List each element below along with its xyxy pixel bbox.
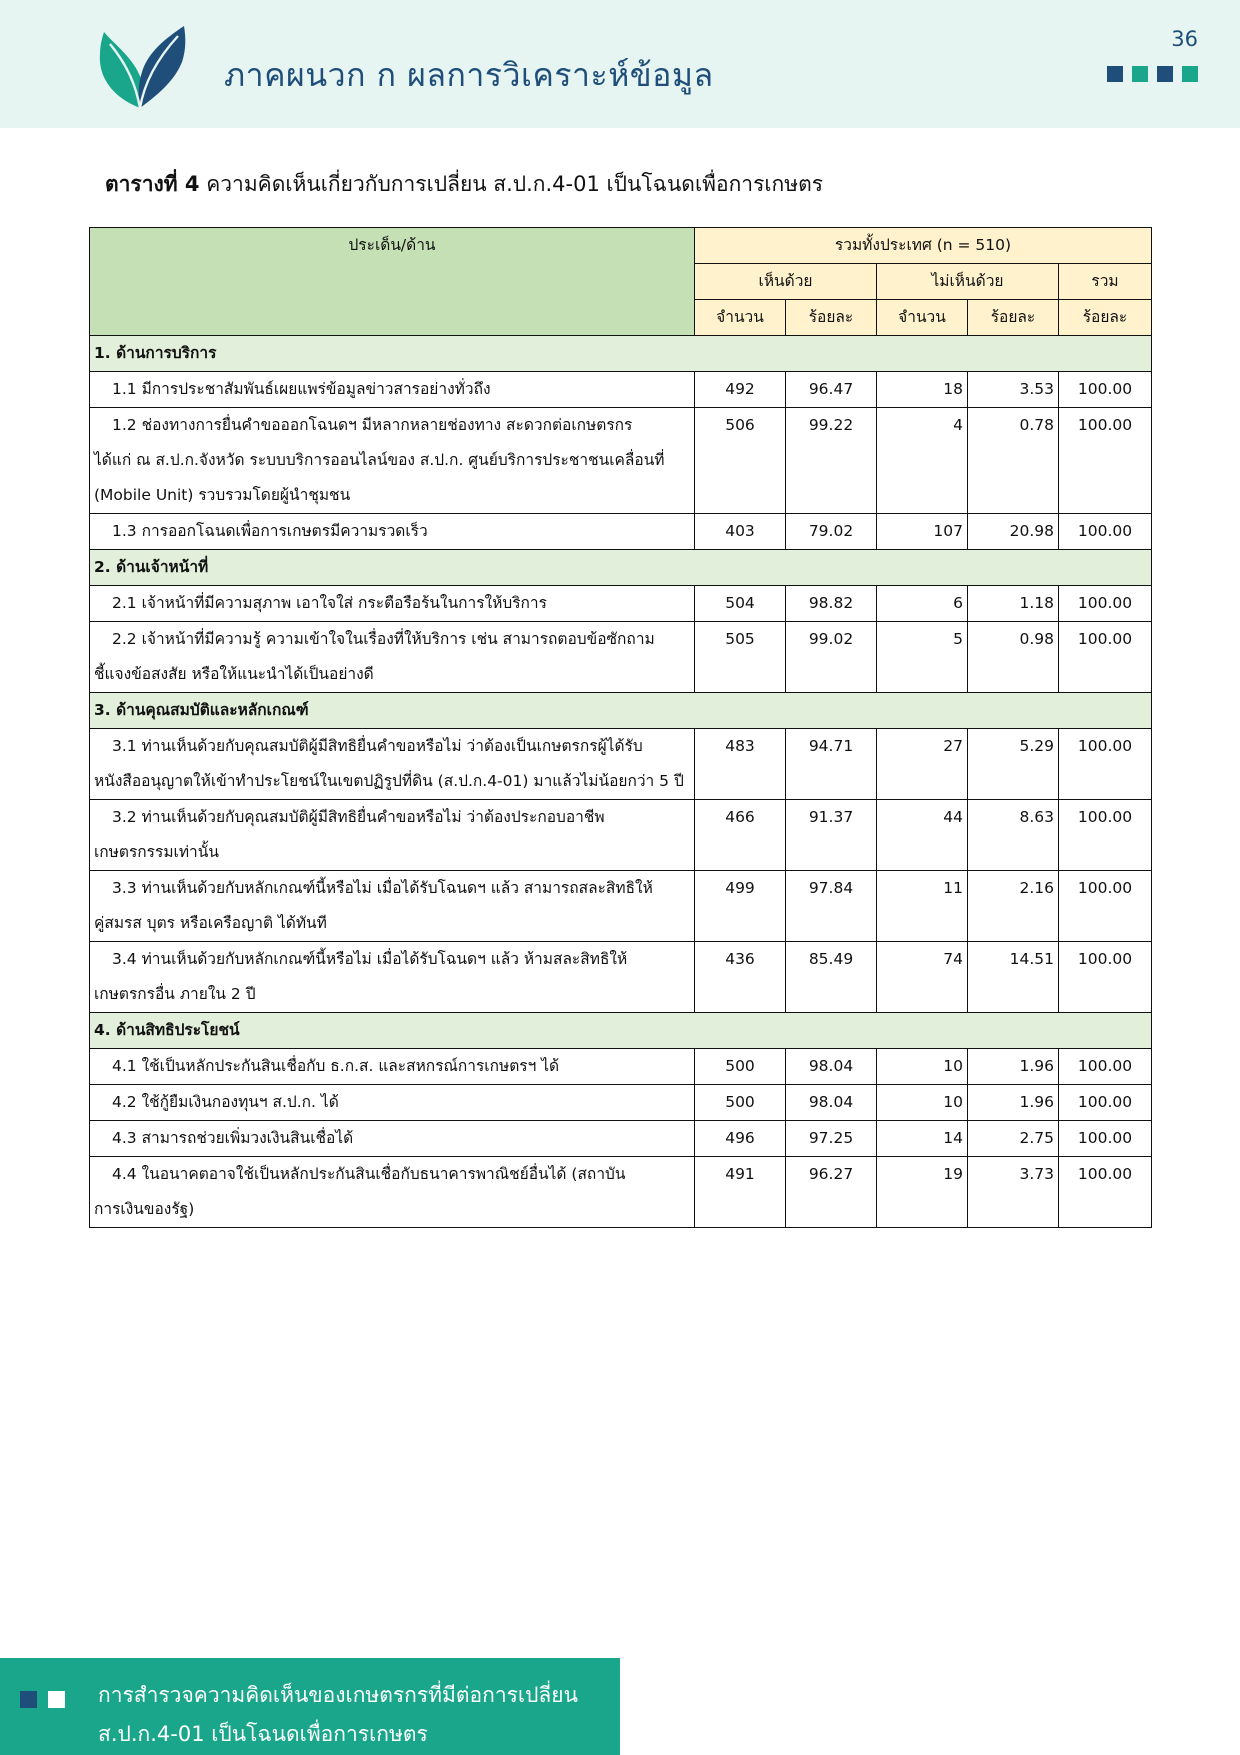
table-row bbox=[90, 1121, 1152, 1157]
table-caption-text: ความคิดเห็นเกี่ยวกับการเปลี่ยน ส.ป.ก.4-01 เป็นโฉนดเพื่อการเกษตร bbox=[199, 172, 824, 196]
category-label: 3. ด้านคุณสมบัติและหลักเกณฑ์ bbox=[90, 693, 1152, 729]
footer-line-2: ส.ป.ก.4-01 เป็นโฉนดเพื่อการเกษตร bbox=[98, 1722, 428, 1746]
disagree-count: 44 bbox=[877, 800, 968, 871]
category-label: 4. ด้านสิทธิประโยชน์ bbox=[90, 1013, 1152, 1049]
agree-count: 499 bbox=[695, 871, 786, 942]
table-row bbox=[90, 1157, 1152, 1228]
disagree-percent: 1.96 bbox=[968, 1049, 1059, 1085]
agree-count: 504 bbox=[695, 586, 786, 622]
disagree-header: ไม่เห็นด้วย bbox=[877, 264, 1059, 300]
category-row bbox=[90, 1013, 1152, 1049]
square-icon bbox=[48, 1691, 65, 1708]
agree-count: 436 bbox=[695, 942, 786, 1013]
row-label: 3.4 ท่านเห็นด้วยกับหลักเกณฑ์นี้หรือไม่ เมื่อได้รับโฉนดฯ แล้ว ห้ามสละสิทธิให้ เกษตรกรอื่น ภายใน 2 ปี bbox=[90, 942, 695, 1013]
total-header: รวม bbox=[1059, 264, 1152, 300]
total-percent-header: ร้อยละ bbox=[1059, 300, 1152, 336]
disagree-count: 10 bbox=[877, 1085, 968, 1121]
category-label: 1. ด้านการบริการ bbox=[90, 336, 1152, 372]
disagree-percent: 3.73 bbox=[968, 1157, 1059, 1228]
page-number: 36 bbox=[1171, 27, 1198, 51]
agree-count: 403 bbox=[695, 514, 786, 550]
disagree-percent: 0.78 bbox=[968, 408, 1059, 514]
square-icon bbox=[1107, 66, 1123, 82]
agree-percent-header: ร้อยละ bbox=[786, 300, 877, 336]
row-label: 4.4 ในอนาคตอาจใช้เป็นหลักประกันสินเชื่อกับธนาคารพาณิชย์อื่นได้ (สถาบัน การเงินของรัฐ) bbox=[90, 1157, 695, 1228]
total-percent: 100.00 bbox=[1059, 942, 1152, 1013]
agree-count: 466 bbox=[695, 800, 786, 871]
total-percent: 100.00 bbox=[1059, 408, 1152, 514]
disagree-count: 4 bbox=[877, 408, 968, 514]
square-icon bbox=[1132, 66, 1148, 82]
table-row bbox=[90, 372, 1152, 408]
row-label: 3.1 ท่านเห็นด้วยกับคุณสมบัติผู้มีสิทธิยื่นคำขอหรือไม่ ว่าต้องเป็นเกษตรกรผู้ได้รับ หนังสืออนุญาตให้เข้าทำประโยชน์ในเขตปฏิรูปที่ดิน (ส.ป.ก.4-01) มาแล้วไม่น้อยกว่า 5 ปี bbox=[90, 729, 695, 800]
topic-header: ประเด็น/ด้าน bbox=[90, 228, 695, 336]
disagree-percent: 20.98 bbox=[968, 514, 1059, 550]
disagree-percent: 8.63 bbox=[968, 800, 1059, 871]
category-row bbox=[90, 693, 1152, 729]
total-percent: 100.00 bbox=[1059, 1085, 1152, 1121]
agree-count: 496 bbox=[695, 1121, 786, 1157]
agree-count: 505 bbox=[695, 622, 786, 693]
square-icon bbox=[20, 1691, 37, 1708]
row-label: 1.2 ช่องทางการยื่นคำขอออกโฉนดฯ มีหลากหลายช่องทาง สะดวกต่อเกษตรกร ได้แก่ ณ ส.ป.ก.จังหวัด ระบบบริการออนไลน์ของ ส.ป.ก. ศูนย์บริการประชาชนเคลื่อนที่ (Mobile Unit) รวบรวมโดยผู้นำชุมชน bbox=[90, 408, 695, 514]
agree-header: เห็นด้วย bbox=[695, 264, 877, 300]
row-label: 3.3 ท่านเห็นด้วยกับหลักเกณฑ์นี้หรือไม่ เมื่อได้รับโฉนดฯ แล้ว สามารถสละสิทธิให้ คู่สมรส บุตร หรือเครือญาติ ได้ทันที bbox=[90, 871, 695, 942]
table-row bbox=[90, 800, 1152, 871]
total-percent: 100.00 bbox=[1059, 871, 1152, 942]
row-label: 2.2 เจ้าหน้าที่มีความรู้ ความเข้าใจในเรื่องที่ให้บริการ เช่น สามารถตอบข้อซักถาม ชี้แจงข้อสงสัย หรือให้แนะนำได้เป็นอย่างดี bbox=[90, 622, 695, 693]
disagree-count: 18 bbox=[877, 372, 968, 408]
disagree-count: 27 bbox=[877, 729, 968, 800]
table-row bbox=[90, 1049, 1152, 1085]
disagree-percent-header: ร้อยละ bbox=[968, 300, 1059, 336]
category-row bbox=[90, 550, 1152, 586]
category-label: 2. ด้านเจ้าหน้าที่ bbox=[90, 550, 1152, 586]
disagree-count: 6 bbox=[877, 586, 968, 622]
row-label: 4.1 ใช้เป็นหลักประกันสินเชื่อกับ ธ.ก.ส. และสหกรณ์การเกษตรฯ ได้ bbox=[90, 1049, 695, 1085]
total-percent: 100.00 bbox=[1059, 514, 1152, 550]
agree-percent: 96.27 bbox=[786, 1157, 877, 1228]
group-header: รวมทั้งประเทศ (n = 510) bbox=[695, 228, 1152, 264]
table-row bbox=[90, 408, 1152, 514]
agree-count: 491 bbox=[695, 1157, 786, 1228]
row-label: 4.2 ใช้กู้ยืมเงินกองทุนฯ ส.ป.ก. ได้ bbox=[90, 1085, 695, 1121]
square-icon bbox=[1182, 66, 1198, 82]
row-label: 3.2 ท่านเห็นด้วยกับคุณสมบัติผู้มีสิทธิยื่นคำขอหรือไม่ ว่าต้องประกอบอาชีพ เกษตรกรรมเท่านั้น bbox=[90, 800, 695, 871]
disagree-count: 19 bbox=[877, 1157, 968, 1228]
disagree-percent: 3.53 bbox=[968, 372, 1059, 408]
agree-count: 492 bbox=[695, 372, 786, 408]
row-label: 1.1 มีการประชาสัมพันธ์เผยแพร่ข้อมูลข่าวสารอย่างทั่วถึง bbox=[90, 372, 695, 408]
total-percent: 100.00 bbox=[1059, 372, 1152, 408]
table-row bbox=[90, 586, 1152, 622]
agree-percent: 98.82 bbox=[786, 586, 877, 622]
table-row bbox=[90, 871, 1152, 942]
agree-percent: 98.04 bbox=[786, 1049, 877, 1085]
agree-percent: 97.84 bbox=[786, 871, 877, 942]
disagree-count: 11 bbox=[877, 871, 968, 942]
leaf-right-shape bbox=[139, 26, 186, 108]
page-title: ภาคผนวก ก ผลการวิเคราะห์ข้อมูล bbox=[224, 56, 714, 94]
total-percent: 100.00 bbox=[1059, 800, 1152, 871]
agree-count-header: จำนวน bbox=[695, 300, 786, 336]
total-percent: 100.00 bbox=[1059, 622, 1152, 693]
agree-count: 506 bbox=[695, 408, 786, 514]
disagree-count: 14 bbox=[877, 1121, 968, 1157]
agree-percent: 94.71 bbox=[786, 729, 877, 800]
agree-percent: 99.02 bbox=[786, 622, 877, 693]
table-row bbox=[90, 622, 1152, 693]
table-caption-label: ตารางที่ 4 bbox=[105, 172, 200, 196]
decorative-squares bbox=[1107, 66, 1198, 82]
agree-percent: 96.47 bbox=[786, 372, 877, 408]
total-percent: 100.00 bbox=[1059, 729, 1152, 800]
page-footer bbox=[0, 1658, 620, 1755]
table-row bbox=[90, 514, 1152, 550]
table-row bbox=[90, 729, 1152, 800]
disagree-percent: 1.96 bbox=[968, 1085, 1059, 1121]
total-percent: 100.00 bbox=[1059, 1157, 1152, 1228]
disagree-percent: 14.51 bbox=[968, 942, 1059, 1013]
disagree-percent: 2.16 bbox=[968, 871, 1059, 942]
agree-percent: 99.22 bbox=[786, 408, 877, 514]
agree-count: 500 bbox=[695, 1049, 786, 1085]
row-label: 1.3 การออกโฉนดเพื่อการเกษตรมีความรวดเร็ว bbox=[90, 514, 695, 550]
disagree-percent: 2.75 bbox=[968, 1121, 1059, 1157]
disagree-count: 5 bbox=[877, 622, 968, 693]
disagree-percent: 0.98 bbox=[968, 622, 1059, 693]
disagree-percent: 1.18 bbox=[968, 586, 1059, 622]
table-row bbox=[90, 1085, 1152, 1121]
square-icon bbox=[1157, 66, 1173, 82]
row-label: 4.3 สามารถช่วยเพิ่มวงเงินสินเชื่อได้ bbox=[90, 1121, 695, 1157]
total-percent: 100.00 bbox=[1059, 1049, 1152, 1085]
agree-percent: 79.02 bbox=[786, 514, 877, 550]
category-row bbox=[90, 336, 1152, 372]
agree-count: 483 bbox=[695, 729, 786, 800]
leaf-logo-icon bbox=[96, 24, 190, 110]
page-header bbox=[0, 0, 1240, 128]
disagree-count: 74 bbox=[877, 942, 968, 1013]
agree-count: 500 bbox=[695, 1085, 786, 1121]
footer-line-1: การสำรวจความคิดเห็นของเกษตรกรที่มีต่อการเปลี่ยน bbox=[98, 1683, 578, 1707]
disagree-count: 107 bbox=[877, 514, 968, 550]
agree-percent: 98.04 bbox=[786, 1085, 877, 1121]
table-caption bbox=[105, 168, 823, 201]
disagree-count-header: จำนวน bbox=[877, 300, 968, 336]
row-label: 2.1 เจ้าหน้าที่มีความสุภาพ เอาใจใส่ กระตือรือร้นในการให้บริการ bbox=[90, 586, 695, 622]
disagree-percent: 5.29 bbox=[968, 729, 1059, 800]
footer-title bbox=[98, 1676, 578, 1754]
agree-percent: 91.37 bbox=[786, 800, 877, 871]
total-percent: 100.00 bbox=[1059, 1121, 1152, 1157]
opinion-table bbox=[89, 227, 1152, 1228]
table-row bbox=[90, 942, 1152, 1013]
agree-percent: 85.49 bbox=[786, 942, 877, 1013]
agree-percent: 97.25 bbox=[786, 1121, 877, 1157]
total-percent: 100.00 bbox=[1059, 586, 1152, 622]
disagree-count: 10 bbox=[877, 1049, 968, 1085]
